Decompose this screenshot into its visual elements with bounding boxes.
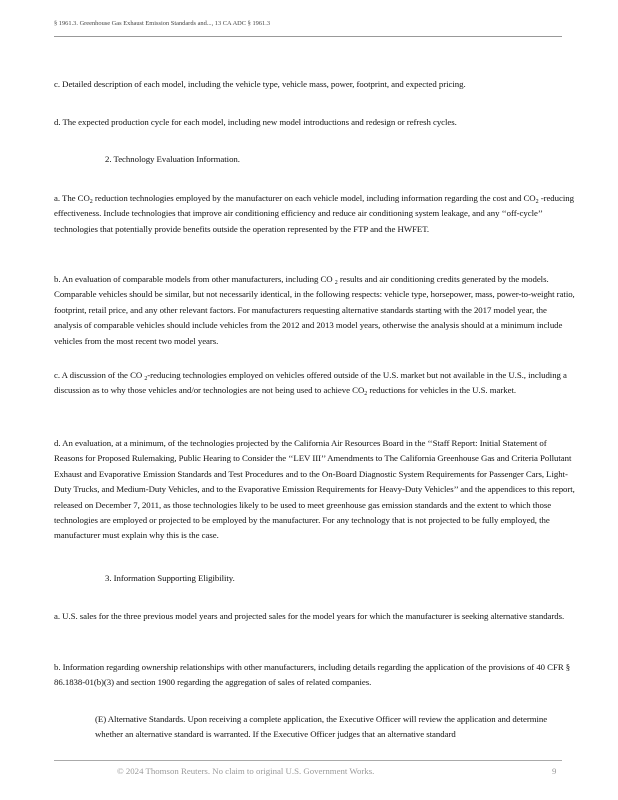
running-header: § 1961.3. Greenhouse Gas Exhaust Emission Standards and..., 13 CA ADC § 1961.3 — [54, 20, 271, 27]
page-number: 9 — [552, 766, 557, 776]
paragraph-e-alternative-standards: (E) Alternative Standards. Upon receiving a complete application, the Executive Officer will review the application and determine whether an alternative standard is warranted. If the Executive Officer judges that an alternative standard — [95, 714, 548, 739]
paragraph-a-us-sales: a. U.S. sales for the three previous model years and projected sales for the model years for which the manufacturer is seeking alternative standards. — [54, 611, 565, 621]
paragraph-c-discussion-non-us: c. A discussion of the CO $_2$-reducing technologies employed on vehicles offered outside of the U.S. market but not available in the U.S., including a discussion as to why those vehicles and/or technologies are not being used to achieve $CO_2$ reductions for vehicles in the U.S. market. — [54, 370, 567, 398]
paragraph-c-detailed-description: c. Detailed description of each model, including the vehicle type, vehicle mass, power, footprint, and expected pricing. — [54, 79, 466, 89]
header-divider — [54, 36, 562, 37]
paragraph-b-ownership: b. Information regarding ownership relationships with other manufacturers, including details regarding the application of the provisions of 40 CFR § 86.1838-01(b)(3) and section 1900 regarding the aggregation of sales of related companies. — [54, 662, 571, 688]
section-heading-technology-evaluation: 2. Technology Evaluation Information. — [105, 154, 240, 164]
section-heading-eligibility: 3. Information Supporting Eligibility. — [105, 573, 235, 583]
footer-copyright: © 2024 Thomson Reuters. No claim to original U.S. Government Works. — [117, 766, 375, 776]
paragraph-d-production-cycle: d. The expected production cycle for each model, including new model introductions and redesign or refresh cycles. — [54, 117, 457, 127]
paragraph-d-carb-evaluation: d. An evaluation, at a minimum, of the technologies projected by the California Air Resources Board in the ‘‘Staff Report: Initial Statement of Reasons for Proposed Rulemaking, Public Hearing to Consider the ‘‘LEV III’’ Amendments to The California Greenhouse Gas and Criteria Pollutant Exhaust and Evaporative Emission Standards and Test Procedures and to the On-Board Diagnostic System Requirements for Passenger Cars, Light-Duty Trucks, and Medium-Duty Vehicles, and to the Evaporative Emission Requirements for Heavy-Duty Vehicles’’ and the appendices to this report, released on December 7, 2011, as those technologies likely to be used to meet greenhouse gas emission standards and the extent to which those technologies are employed or projected to be employed by the manufacturer. For any technology that is not projected to be fully employed, the manufacturer must explain why this is the case. — [54, 438, 575, 541]
paragraph-a-co2-technologies: a. The $CO_2$ reduction technologies employed by the manufacturer on each vehicle model, including information regarding the cost and $CO_2$ -reducing effectiveness. Include technologies that improve air conditioning efficiency and reduce air conditioning system leakage, and any ‘‘off-cycle’’ technologies that potentially provide benefits outside the operation represented by the FTP and the HWFET. — [54, 193, 574, 234]
footer-divider — [54, 760, 562, 761]
paragraph-b-comparable-models: b. An evaluation of comparable models from other manufacturers, including CO $_2$ results and air conditioning credits generated by the models. Comparable vehicles should be similar, but not necessarily identical, in the following respects: vehicle type, horsepower, mass, power-to-weight ratio, footprint, retail price, and any other relevant factors. For manufacturers requesting alternative standards starting with the 2017 model year, the analysis of comparable vehicles should include vehicles from the 2012 and 2013 model years, otherwise the analysis should at a minimum include vehicles from the most recent two model years. — [54, 274, 575, 346]
